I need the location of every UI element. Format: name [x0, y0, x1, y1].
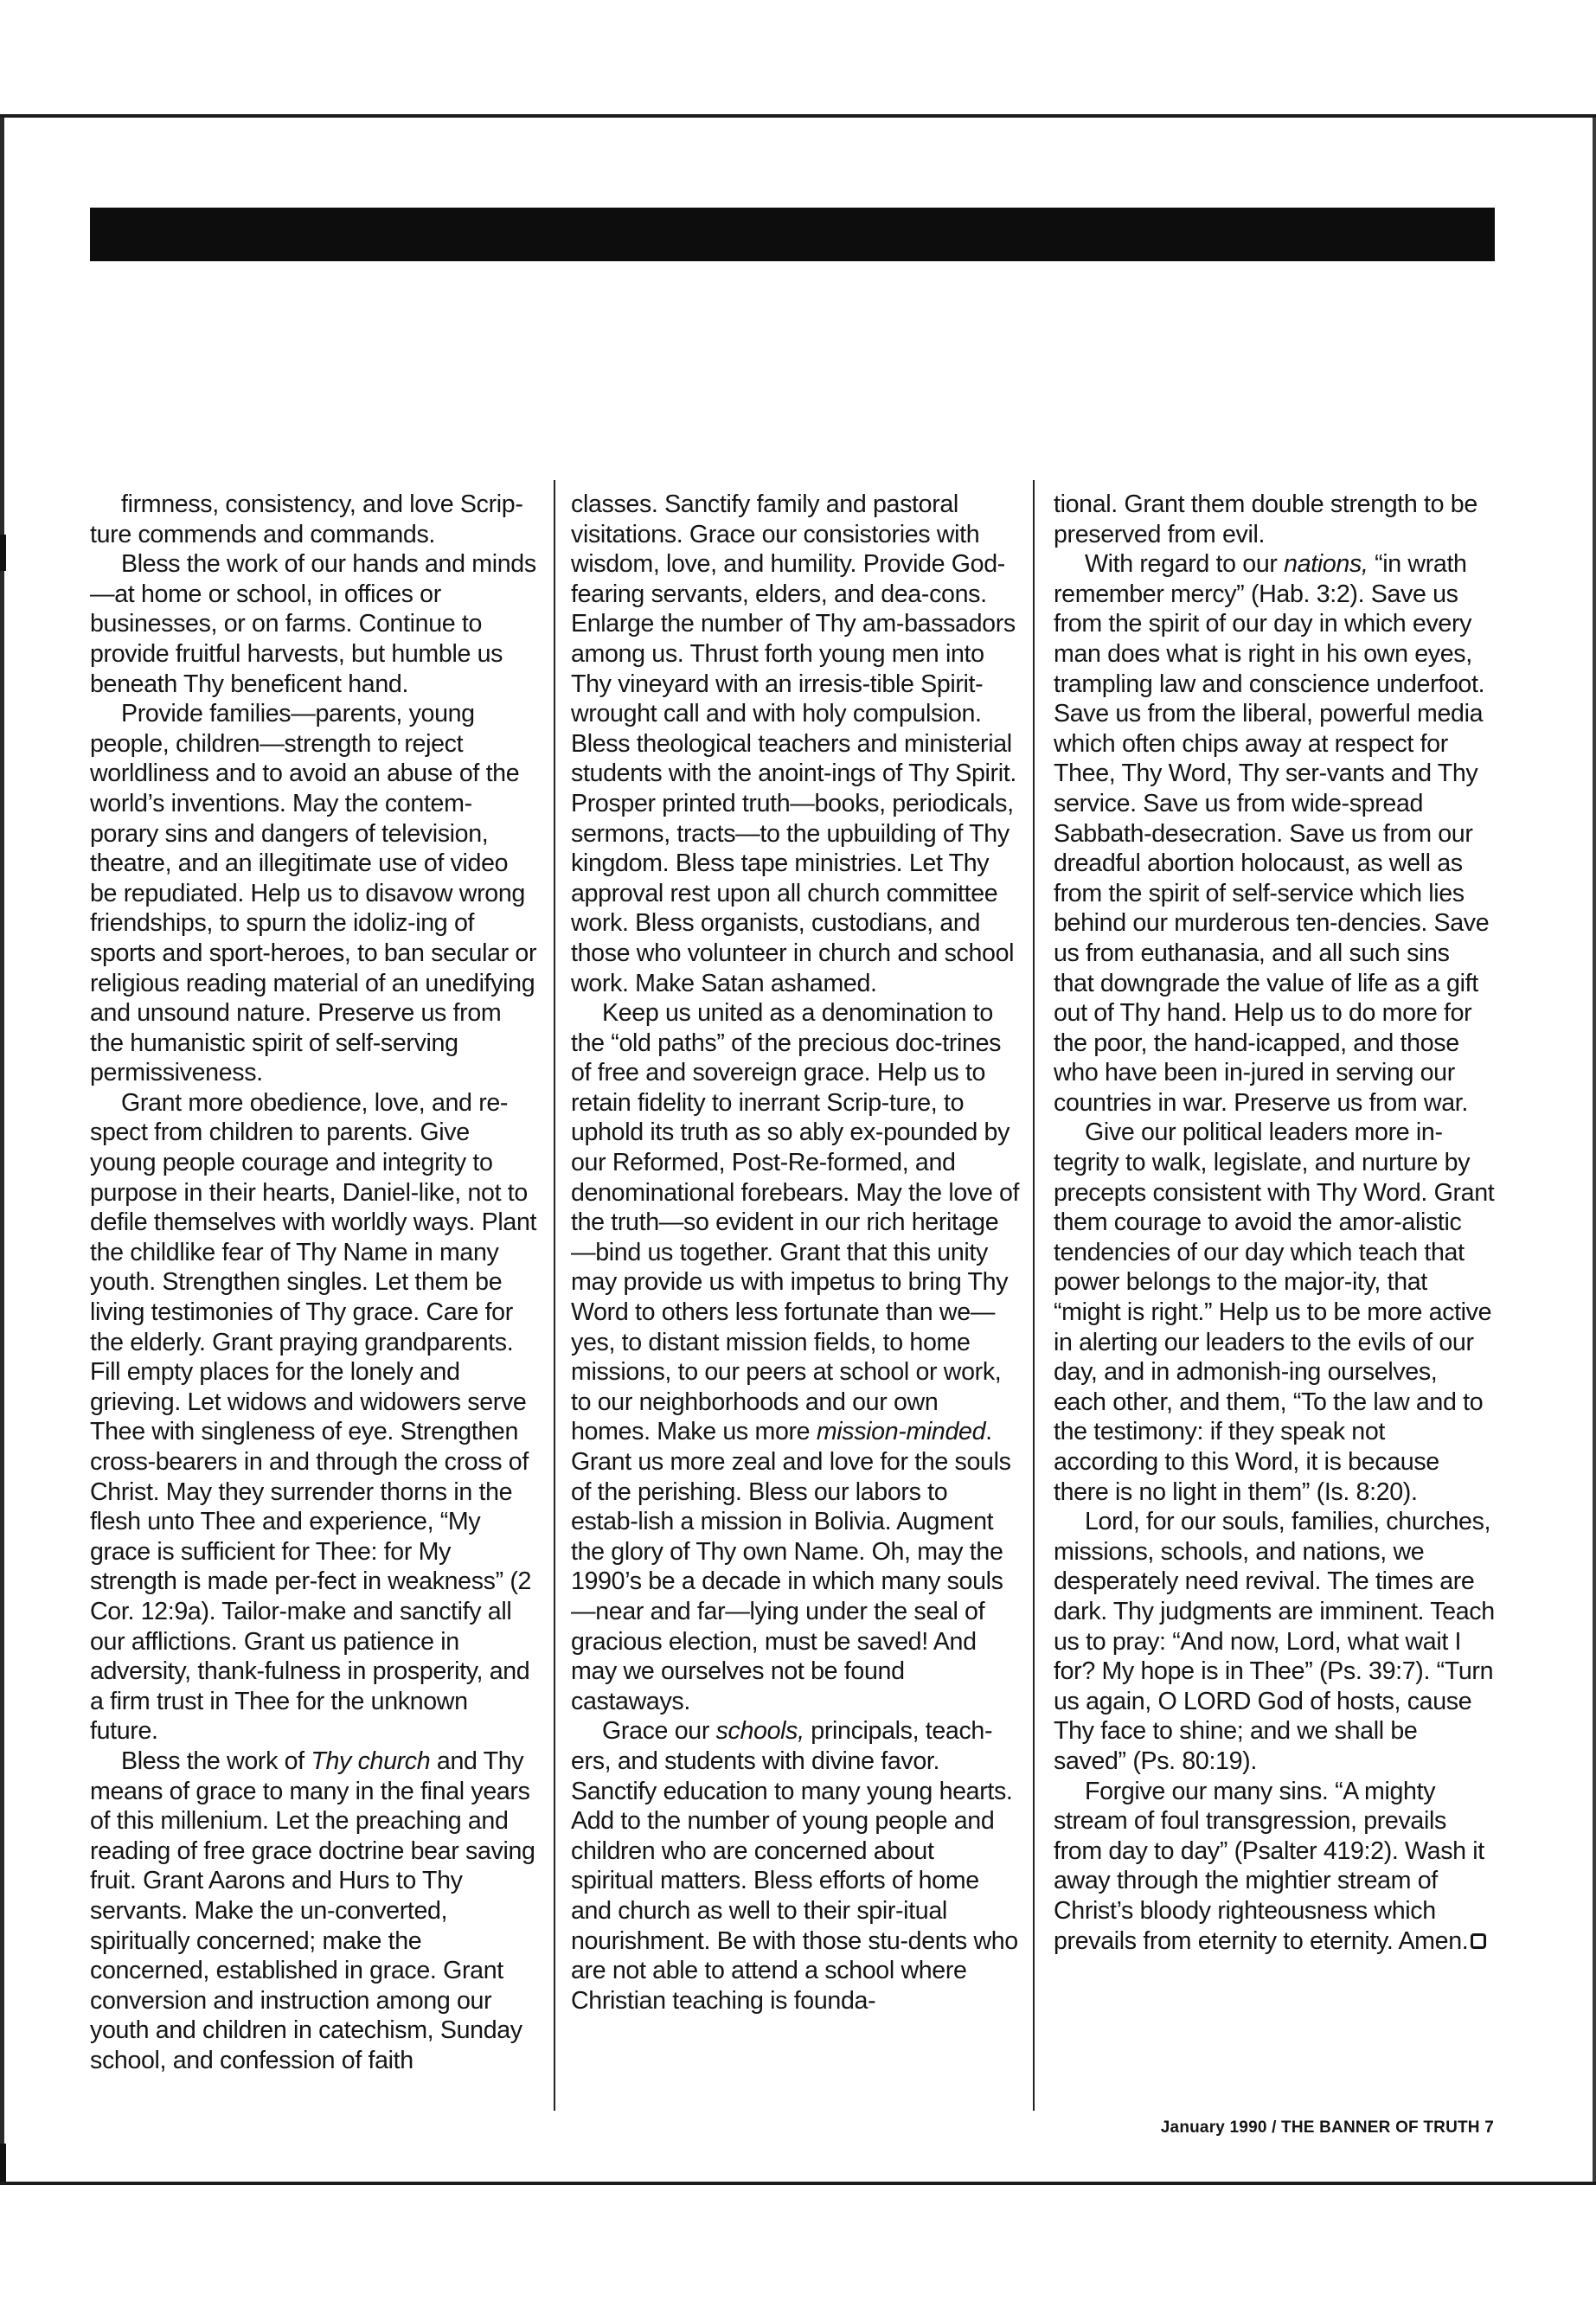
paragraph — [1054, 490, 1495, 549]
page-footer — [1161, 2118, 1494, 2138]
text-column-2 — [571, 490, 1021, 2116]
paragraph-text: With regard to our — [1085, 550, 1285, 579]
scan-left-mark — [0, 535, 6, 571]
footer-date: January 1990 — [1160, 2118, 1267, 2137]
paragraph-text: classes. Sanctify family and pastoral visitations. Grace our consistories with wisdom, love, and humility. Provide God-fearing servants, elders, and dea-cons. Enlarge the number of Thy am-bassadors among us. Thrust forth young men into Thy vineyard with an irresis-tible Spirit-wrought call and with holy compulsion. Bless theological teachers and ministerial students with the anoint-ings of Thy Spirit. Prosper printed truth—books, periodicals, sermons, tracts—to the upbuilding of Thy kingdom. Bless tape ministries. Let Thy approval rest upon all church committee work. Bless organists, custodians, and those who volunteer in church and school work. Make Satan ashamed. — [571, 490, 1016, 997]
paragraph-text: Lord, for our souls, families, churches, missions, schools, and nations, we desperately need revival. The times are dark. Thy judgments are imminent. Teach us to pray: “And now, Lord, what wait I for? My hope is in Thee” (Ps. 39:7). “Turn us again, O LORD God of hosts, cause Thy face to shine; and we shall be saved” (Ps. 80:19). — [1054, 1508, 1495, 1775]
column-rule — [1033, 480, 1035, 2111]
scan-bottom-edge — [0, 2182, 1596, 2185]
paragraph — [1054, 1777, 1495, 1957]
paragraph-text: . Grant us more zeal and love for the souls of the perishing. Bless our labors to estab-lish a mission in Bolivia. Augment the glory of Thy own Name. Oh, may the 1990’s be a decade in which many souls—near and far—lying under the seal of gracious election, must be saved! And may we ourselves not be found castaways. — [571, 1418, 1011, 1715]
emphasized-text: mission-minded — [816, 1418, 986, 1446]
scan-top-edge — [0, 114, 1596, 118]
text-column-3 — [1054, 490, 1495, 2116]
paragraph — [571, 1716, 1021, 2016]
paragraph — [571, 998, 1021, 1716]
paragraph-text: firmness, consistency, and love Scrip-ture commends and commands. — [90, 490, 523, 548]
header-band — [90, 208, 1495, 261]
paragraph — [90, 699, 540, 1088]
page-number: 7 — [1484, 2118, 1494, 2137]
paragraph — [90, 1088, 540, 1747]
paragraph — [571, 490, 1021, 998]
text-column-1 — [90, 490, 540, 2116]
paragraph-text: Keep us united as a denomination to the “old paths” of the precious doc-trines of free and sovereign grace. Help us to retain fidelity to inerrant Scrip-ture, to uphold its truth as so ably ex-pounded by our Reformed, Post-Re-formed, and denominational forebears. May the love of the truth—so evident in our rich heritage—bind us together. Grant that this unity may provide us with impetus to bring Thy Word to others less fortunate than we—yes, to distant mission fields, to home missions, to our peers at school or work, to our neighborhoods and our own homes. Make us more — [571, 999, 1020, 1446]
scan-right-edge — [1593, 118, 1596, 2185]
paragraph-text: and Thy means of grace to many in the final years of this millenium. Let the preaching and reading of free grace doctrine bear saving fruit. Grant Aarons and Hurs to Thy servants. Make the un-converted, spiritually concerned; make the concerned, established in grace. Grant conversion and instruction among our youth and children in catechism, Sunday school, and confession of faith — [90, 1747, 535, 2074]
paragraph — [90, 490, 540, 549]
paragraph-text: Forgive our many sins. “A mighty stream of foul transgression, prevails from day to day” (Psalter 419:2). Wash it away through the mightier stream of Christ’s bloody righteousness which prevails from eternity to eternity. Amen. — [1054, 1777, 1484, 1955]
paragraph — [1054, 549, 1495, 1118]
paragraph — [1054, 1507, 1495, 1776]
footer-publication: THE BANNER OF TRUTH — [1281, 2118, 1480, 2137]
paragraph-text: Bless the work of our hands and minds—at home or school, in offices or businesses, or on farms. Continue to provide fruitful harvests, but humble us beneath Thy beneficent hand. — [90, 550, 536, 698]
emphasized-text: nations, — [1284, 550, 1368, 579]
scan-left-edge — [0, 118, 4, 2185]
end-mark-icon — [1471, 1933, 1486, 1949]
paragraph-text: principals, teach-ers, and students with divine favor. Sanctify education to many young hearts. Add to the number of young people and children who are concerned about spiritual matters. Bless efforts of home and church as well to their spir-itual nourishment. Be with those stu-dents who are not able to attend a school where Christian teaching is founda- — [571, 1717, 1018, 2015]
paragraph-text: tional. Grant them double strength to be preserved from evil. — [1054, 490, 1477, 548]
paragraph-text: Give our political leaders more in-tegrity to walk, legislate, and nurture by precepts consistent with Thy Word. Grant them courage to avoid the amor-alistic tendencies of our day which teach that power belongs to the major-ity, that “might is right.” Help us to be more active in alerting our leaders to the evils of our day, and in admonish-ing ourselves, each other, and them, “To the law and to the testimony: if they speak not according to this Word, it is because there is no light in them” (Is. 8:20). — [1054, 1118, 1495, 1506]
paragraph-text: “in wrath remember mercy” (Hab. 3:2). Save us from the spirit of our day in which every man does what is right in his own eyes, trampling law and conscience underfoot. Save us from the liberal, powerful media which often chips away at respect for Thee, Thy Word, Thy ser-vants and Thy service. Save us from wide-spread Sabbath-desecration. Save us from our dreadful abortion holocaust, as well as from the spirit of self-service which lies behind our murderous ten-dencies. Save us from euthanasia, and all such sins that downgrade the value of life as a gift out of Thy hand. Help us to do more for the poor, the hand-icapped, and those who have been in-jured in serving our countries in war. Preserve us from war. — [1054, 550, 1490, 1117]
emphasized-text: Thy church — [311, 1747, 431, 1775]
paragraph — [90, 549, 540, 699]
paragraph-text: Bless the work of — [121, 1747, 311, 1775]
footer-separator: / — [1266, 2118, 1282, 2137]
paragraph-text: Provide families—parents, young people, children—strength to reject worldliness and to avoid an abuse of the world’s inventions. May the contem-porary sins and dangers of television, theatre, and an illegitimate use of video be repudiated. Help us to disavow wrong friendships, to spurn the idoliz-ing of sports and sport-heroes, to ban secular or religious reading material of an unedifying and unsound nature. Preserve us from the humanistic spirit of self-serving permissiveness. — [90, 700, 537, 1087]
scan-left-mark — [0, 2144, 6, 2185]
paragraph-text: Grant more obedience, love, and re-spect from children to parents. Give young people courage and integrity to purpose in their hearts, Daniel-like, not to defile themselves with worldly ways. Plant the childlike fear of Thy Name in many youth. Strengthen singles. Let them be living testimonies of Thy grace. Care for the elderly. Grant praying grandparents. Fill empty places for the lonely and grieving. Let widows and widowers serve Thee with singleness of eye. Strengthen cross-bearers in and through the cross of Christ. May they surrender thorns in the flesh unto Thee and experience, “My grace is sufficient for Thee: for My strength is made per-fect in weakness” (2 Cor. 12:9a). Tailor-make and sanctify all our afflictions. Grant us patience in adversity, thank-fulness in prosperity, and a firm trust in Thee for the unknown future. — [90, 1088, 537, 1746]
paragraph-text: Grace our — [602, 1717, 716, 1746]
emphasized-text: schools, — [715, 1717, 804, 1746]
paragraph — [90, 1747, 540, 2076]
paragraph — [1054, 1118, 1495, 1507]
column-rule — [554, 480, 555, 2111]
